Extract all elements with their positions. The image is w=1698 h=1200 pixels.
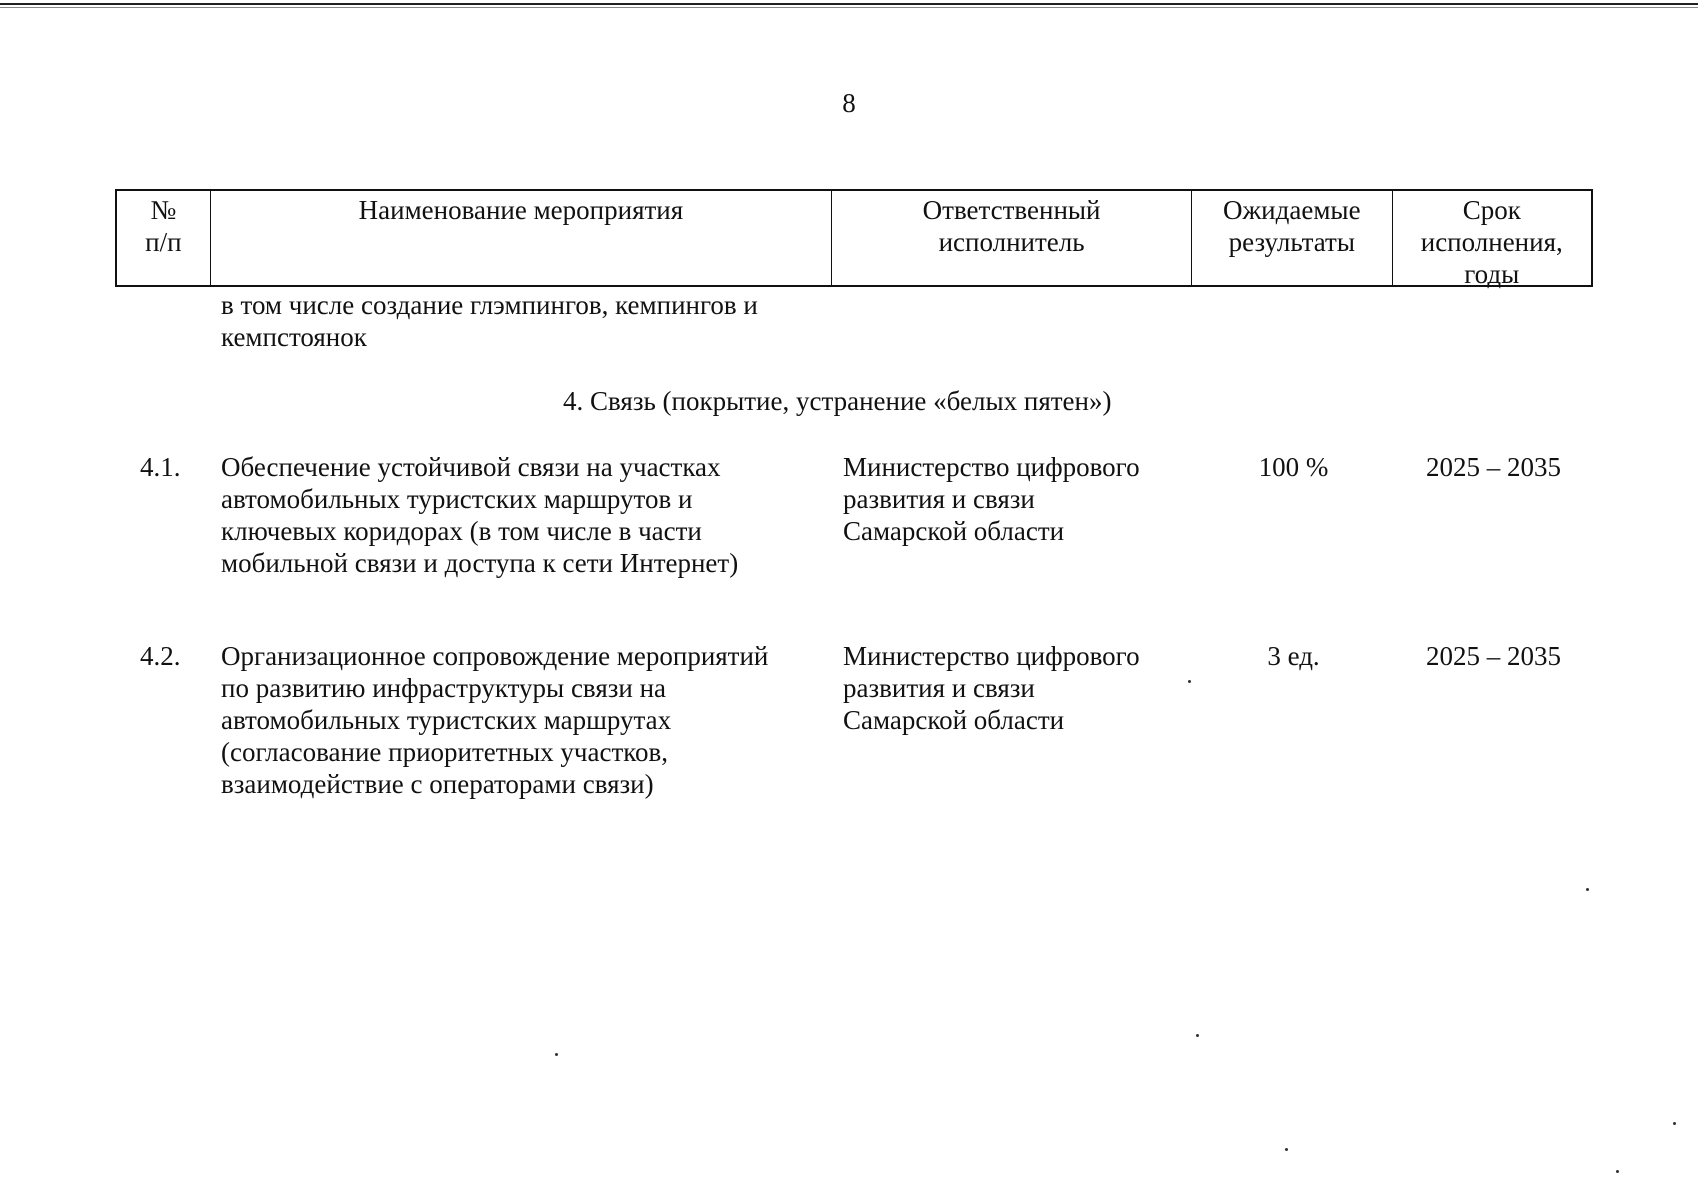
- header-col-number: [117, 191, 211, 285]
- header-text: Ответственный: [922, 195, 1101, 225]
- top-border-line: [0, 3, 1698, 5]
- header-text: исполнения,: [1420, 227, 1563, 257]
- text-line: Организационное сопровождение мероприятий: [221, 641, 769, 671]
- header-col-responsible: [832, 191, 1192, 285]
- page-number: 8: [842, 88, 856, 118]
- row-title: [221, 451, 821, 579]
- header-text: годы: [1464, 259, 1520, 289]
- text-line: Министерство цифрового: [843, 452, 1140, 482]
- text-line: по развитию инфраструктуры связи на: [221, 673, 667, 703]
- scan-speck: [1285, 1148, 1288, 1151]
- row-result: 100 %: [1258, 452, 1329, 482]
- scan-speck: [1616, 1170, 1619, 1173]
- text-line: Самарской области: [843, 705, 1065, 735]
- scan-speck: [1586, 888, 1589, 891]
- text-line: (согласование приоритетных участков,: [221, 737, 668, 767]
- text-line: Обеспечение устойчивой связи на участках: [221, 452, 721, 482]
- text-line: автомобильных туристских маршрутов и: [221, 484, 693, 514]
- row-responsible: [843, 640, 1183, 736]
- text-line: автомобильных туристских маршрутах: [221, 705, 672, 735]
- header-col-name: [211, 191, 832, 285]
- scan-speck: [1188, 680, 1191, 683]
- header-col-term: [1393, 191, 1591, 289]
- text-line: развития и связи: [843, 673, 1035, 703]
- row-term: 2025 – 2035: [1426, 641, 1561, 671]
- row-term: 2025 – 2035: [1426, 452, 1561, 482]
- header-text: Наименование мероприятия: [358, 195, 684, 225]
- header-text: Ожидаемые: [1223, 195, 1361, 225]
- header-col-results: [1192, 191, 1392, 285]
- header-text: результаты: [1228, 227, 1355, 257]
- text-line: ключевых коридорах (в том числе в части: [221, 516, 702, 546]
- top-border-line-secondary: [0, 7, 1698, 8]
- header-text: №: [150, 195, 177, 225]
- header-text: п/п: [145, 227, 182, 257]
- text-line: Самарской области: [843, 516, 1065, 546]
- text-line: Министерство цифрового: [843, 641, 1140, 671]
- header-text: исполнитель: [938, 227, 1085, 257]
- table-header: [115, 189, 1593, 287]
- scan-speck: [1196, 1034, 1199, 1037]
- header-text: Срок: [1462, 195, 1521, 225]
- text-line: кемпстоянок: [221, 322, 367, 352]
- text-line: развития и связи: [843, 484, 1035, 514]
- row-title: [221, 640, 821, 800]
- section-title-text: 4. Связь (покрытие, устранение «белых пятен»): [563, 386, 1112, 416]
- row-responsible: [843, 451, 1183, 547]
- text-line: мобильной связи и доступа к сети Интернет): [221, 548, 739, 578]
- scan-speck: [1673, 1122, 1676, 1125]
- continuation-text: [221, 289, 821, 353]
- scan-speck: [555, 1053, 558, 1056]
- row-number: 4.1.: [140, 452, 181, 482]
- text-line: взаимодействие с операторами связи): [221, 769, 654, 799]
- row-result: 3 ед.: [1267, 641, 1320, 671]
- text-line: в том числе создание глэмпингов, кемпингов и: [221, 290, 758, 320]
- row-number: 4.2.: [140, 641, 181, 671]
